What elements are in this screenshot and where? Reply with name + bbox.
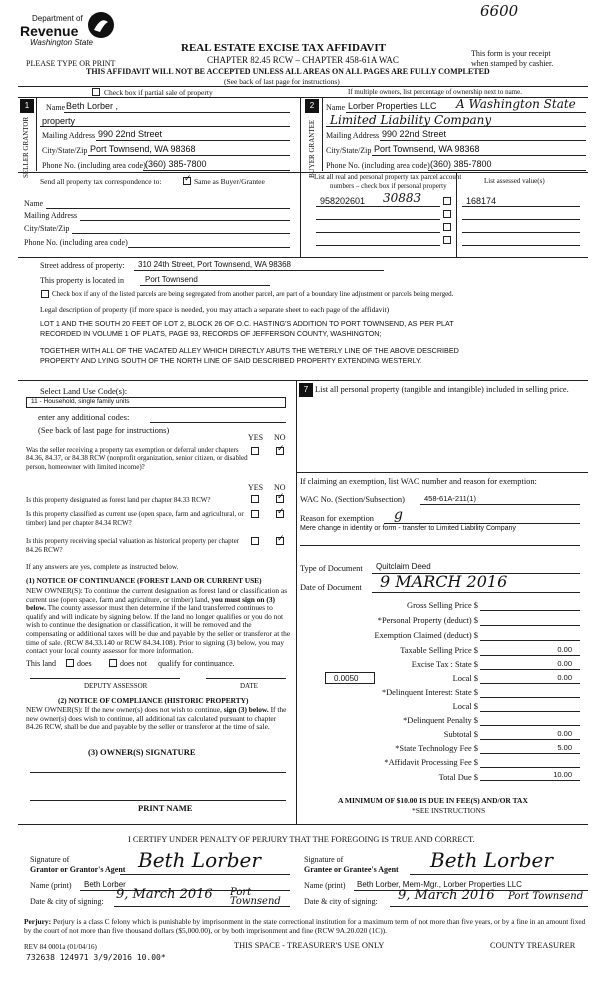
rule [316,206,440,207]
rule [384,523,580,524]
parcel-personal-checkbox-4[interactable] [443,236,451,244]
rule [143,170,290,171]
rule [40,126,290,127]
receipt-line2: when stamped by cashier. [471,59,554,68]
form-title: REAL ESTATE EXCISE TAX AFFIDAVIT [181,42,386,54]
rule [296,380,297,824]
wac-value[interactable]: 458-61A-211(1) [424,494,476,503]
historic-text [26,706,292,732]
tech-fee-value[interactable]: 5.00 [557,743,572,752]
q4-text: Is this property receiving special valuation as historical property per chapter 84.26 RCW? [26,537,240,554]
qualify-label: qualify for continuance. [158,659,235,668]
perjury-statement [24,917,588,936]
q3-yes-checkbox[interactable] [251,510,259,518]
buyer-name-handwritten: A Washington State [456,97,576,111]
q2-yes-checkbox[interactable] [251,495,259,503]
deputy-assessor-label: DEPUTY ASSESSOR [84,682,148,690]
located-label: This property is located in [40,276,124,285]
seller-mail-value[interactable]: 990 22nd Street [98,129,163,139]
rule [480,625,580,626]
corr-city-label: City/State/Zip [24,224,70,233]
buyer-phone-label: Phone No. (including area code) [326,161,430,170]
grantor-date-label: Date & city of signing: [30,897,104,906]
exemption-deduct-label: Exemption Claimed (deduct) $ [374,631,478,640]
certify-text: I CERTIFY UNDER PENALTY OF PERJURY THAT THE FOREGOING IS TRUE AND CORRECT. [128,835,475,844]
located-value[interactable]: Port Townsend [145,275,198,284]
grantor-sig-label2: Grantor or Grantor's Agent [30,865,126,874]
rule [372,155,586,156]
rule [72,233,290,234]
section-2-badge: 2 [305,99,319,113]
rule [322,97,323,171]
if-yes-note: If any answers are yes, complete as instructed below. [26,563,179,571]
local-tax-value[interactable]: 0.00 [557,673,572,682]
cont-text-bold: you must sign on (3) below. [26,594,275,613]
doc-type-value[interactable]: Quitclaim Deed [376,562,431,571]
cont-text-a: NEW OWNER(S): To continue the current designation as forest land or classification as current use (open space, farm and agriculture, or timber) land, [26,586,288,604]
landuse-value: 11 - Household, single family units [31,398,130,405]
local-rate: 0.0050 [334,674,359,683]
rule [480,669,580,670]
q2-no-checkbox[interactable] [276,495,284,503]
reason-label: Reason for exemption [300,514,374,523]
delinquent-local-label: Local $ [452,702,478,711]
rule [18,824,588,825]
partial-sale-checkbox[interactable] [92,88,100,96]
q1-text: Was the seller receiving a property tax exemption or deferral under chapters 84.36, 84.37, or 84.38 RCW (nonprofit organization, senior citizen, or disabled person, homeowner with limited income)? [26,446,248,471]
rule [114,906,290,907]
landuse-see-back: (See back of last page for instructions) [38,425,170,435]
seller-phone-value[interactable]: (360) 385-7800 [145,159,207,169]
hist-text-a: NEW OWNER(S): If the new owner(s) does not wish to continue, [26,705,222,714]
does-not-label: does not [120,659,147,668]
rule [140,285,270,286]
rule [30,678,180,679]
rule [316,232,440,233]
rule [462,219,580,220]
dept-line2: Revenue [20,23,79,39]
assessed-value[interactable]: 168174 [466,196,497,206]
rule [120,874,290,875]
local-rate-box[interactable] [325,672,375,684]
perjury-text: Perjury is a class C felony which is punishable by imprisonment in the state correctional institution for a maximum term of not more than five years, or by a fine in an amount fixed by the court of not more than five thousand dollars ($5,000.00), or by both imprisonment and fine (RCW 9A.20.020 (1C)). [24,917,586,936]
grantee-sig-label2: Grantee or Grantee's Agent [304,865,399,874]
rule [420,504,580,505]
buyer-city-value[interactable]: Port Townsend, WA 98368 [374,144,480,154]
yes-header-1: YES [248,433,264,442]
legal-line3: TOGETHER WITH ALL OF THE VACATED ALLEY WHICH DIRECTLY ABUTS THE WETERLY LINE OF THE ABOVE DESCRIBED [40,346,459,355]
same-as-buyer-label: Same as Buyer/Grantee [194,177,265,186]
q4-yes-checkbox[interactable] [251,537,259,545]
exemption-claim-label: If claiming an exemption, list WAC number and reason for exemption: [300,477,537,486]
rule [46,208,290,209]
rule [316,219,440,220]
print-name-label: PRINT NAME [138,803,193,813]
rule [428,170,586,171]
reason-text: Mere change in identity or form - transfer to Limited Liability Company [300,525,516,532]
rule [480,711,580,712]
treasurer-use: THIS SPACE - TREASURER'S USE ONLY [234,941,385,950]
rule [462,206,580,207]
parcel-number[interactable]: 958202601 [320,196,366,206]
buyer-name-label: Name [326,103,346,112]
rule [480,610,580,611]
seller-side-label: SELLER GRANTOR [22,116,30,178]
wac-label: WAC No. (Section/Subsection) [300,495,405,504]
rule [462,232,580,233]
handwritten-number: 6600 [480,2,519,20]
parcel-personal-checkbox-3[interactable] [443,223,451,231]
seller-name-label: Name [46,103,66,112]
same-as-buyer-checkbox[interactable] [183,177,191,185]
cont-text-b: The county assessor must then determine if the land transferred continues to qualify and will indicate by signing below. If the land no longer qualifies or you do not wish to continue the designation or classification, it will be removed and the compensating or additional taxes will be due and payable by the seller or transferor at the time of sale. (RCW 84.33.140 or RCW 84.34.108). Prior to signing (3) below, you may contact your local county assessor for more information. [26,603,291,656]
rule [36,97,37,171]
county-treasurer: COUNTY TREASURER [490,941,576,950]
correspondence-label: Send all property tax correspondence to: [40,177,162,186]
rule [96,140,290,141]
taxable-value[interactable]: 0.00 [557,645,572,654]
buyer-phone-value[interactable]: (360) 385-7800 [430,159,492,169]
buyer-side-label: BUYER GRANTEE [308,119,316,178]
q1-no-checkbox[interactable] [276,447,284,455]
rule [480,753,580,754]
rule [480,697,580,698]
street-value[interactable]: 310 24th Street, Port Townsend, WA 98368 [138,260,291,269]
rule [480,683,580,684]
total-label: Total Due $ [438,773,478,782]
no-header-2: NO [274,483,286,492]
this-land-label: This land [26,659,56,668]
segregated-label: Check box if any of the listed parcels are being segregated from another parcel, are part of a boundary line adjustment or parcels being merged. [52,290,454,298]
legal-label: Legal description of property (if more space is needed, you may attach a separate sheet to each page of the affidavit) [40,305,390,314]
corr-phone-label: Phone No. (including area code) [24,238,128,247]
rule [410,874,588,875]
legal-line4: PROPERTY AND LYING SOUTH OF THE NORTH LINE OF SAID DESCRIBED PROPERTY EXTENDING WESTERLY. [40,356,422,365]
does-checkbox[interactable] [66,659,74,667]
hist-text-b: If the new owner(s) does wish to continue, all additional tax calculated pursuant to chapter 84.26 RCW, shall be due and payable by the seller or transferor at the time of sale. [26,705,287,732]
seller-name-value[interactable]: Beth Lorber , [66,101,119,111]
section-7-badge: 7 [299,383,313,397]
buyer-city-label: City/State/Zip [326,146,372,155]
total-value[interactable]: 10.00 [553,770,572,779]
rule [300,97,301,257]
rule [134,270,384,271]
grantee-signature: Beth Lorber [430,848,553,872]
type-or-print: PLEASE TYPE OR PRINT [26,59,116,68]
rule [480,780,580,781]
landuse-select[interactable] [26,397,286,408]
rule [390,906,588,907]
q3-no-checkbox[interactable] [276,510,284,518]
historic-title: (2) NOTICE OF COMPLIANCE (HISTORIC PROPERTY) [58,696,249,705]
doc-date-label: Date of Document [300,583,362,592]
rule [480,725,580,726]
q2-text: Is this property designated as forest land per chapter 84.33 RCW? [26,496,211,504]
no-header-1: NO [274,433,286,442]
rule [128,247,290,248]
tax-table [300,598,588,788]
assessed-header: List assessed value(s) [484,177,545,185]
seller-mail-label: Mailing Address [42,131,96,140]
hist-text-bold: sign (3) below. [223,705,269,714]
grantee-city: Port Townsend [508,891,584,902]
rev-number: REV 84 0001a (01/04/16) [24,943,97,951]
parcel-hw-number: 30883 [383,191,422,205]
receipt-line1: This form is your receipt [471,49,551,58]
rule [480,739,580,740]
rule [88,155,290,156]
local-tax-label: Local $ [452,674,478,683]
does-label: does [77,659,92,668]
seller-city-label: City/State/Zip [42,146,88,155]
rule [372,592,580,593]
rule [456,172,457,257]
section-1-badge: 1 [20,99,34,113]
delinquent-interest-label: *Delinquent Interest: State $ [381,688,478,697]
rule [462,245,580,246]
rule [380,140,586,141]
segregated-checkbox[interactable] [41,290,49,298]
rule [150,422,286,423]
multiple-owners-note: If multiple owners, list percentage of ownership next to name. [348,88,522,96]
corr-name-label: Name [24,199,44,208]
rule [18,172,588,173]
parcel-personal-checkbox-2[interactable] [443,210,451,218]
perjury-bold: Perjury: [24,917,52,926]
buyer-name-value[interactable]: Lorber Properties LLC [348,101,437,111]
parcel-personal-checkbox-1[interactable] [443,197,451,205]
grantor-name-label: Name (print) [30,881,72,890]
q3-text: Is this property classified as current use (open space, farm and agricultural, or timber) land per chapter 84.34 RCW? [26,510,244,527]
grantor-sig-label1: Signature of [30,855,70,864]
buyer-name-line2: Limited Liability Company [330,113,492,127]
rule [316,245,440,246]
delinquent-penalty-label: *Delinquent Penalty $ [403,716,478,725]
dept-line3: Washington State [30,38,94,47]
form-chapter: CHAPTER 82.45 RCW – CHAPTER 458-61A WAC [207,55,399,65]
rule [480,655,580,656]
rule [18,380,588,381]
grantor-date: 9, March 2016 [116,887,213,902]
minimum-note: A MINIMUM OF $10.00 IS DUE IN FEE(S) AND/OR TAX [338,796,528,805]
receipt-stamp: 732638 124971 3/9/2016 10.00* [26,953,166,962]
yes-header-2: YES [248,483,264,492]
grantee-sig-label1: Signature of [304,855,344,864]
tech-fee-label: *State Technology Fee $ [395,744,478,753]
grantee-date: 9, March 2016 [398,888,495,903]
seller-city-value[interactable]: Port Townsend, WA 98368 [90,144,196,154]
rule [300,545,580,546]
grantee-name-label: Name (print) [304,881,346,890]
taxable-label: Taxable Selling Price $ [400,646,478,655]
affidavit-fee-label: *Affidavit Processing Fee $ [384,758,478,767]
legal-line1: LOT 1 AND THE SOUTH 20 FEET OF LOT 2, BLOCK 26 OF O.C. HASTING'S ADDITION TO PORT TOWNSEND, AS PER PLAT [40,319,454,328]
seller-name-line2[interactable]: property [42,116,76,126]
dor-emblem-icon [86,10,116,40]
see-instructions: *SEE INSTRUCTIONS [412,806,486,815]
owner-signature-label: (3) OWNER(S) SIGNATURE [88,747,196,757]
gross-label: Gross Selling Price $ [407,601,478,610]
rule [80,220,290,221]
rule [64,112,290,113]
rule [30,772,286,773]
grantee-name[interactable]: Beth Lorber, Mem-Mgr., Lorber Properties LLC [357,880,522,889]
buyer-mail-value[interactable]: 990 22nd Street [382,129,447,139]
personal-property-text: List all personal property (tangible and intangible) included in selling price. [315,385,569,394]
partial-sale-label: Check box if partial sale of property [104,88,213,97]
dor-logo [16,10,116,52]
parcel-header-1: List all real and personal property tax parcel account [314,173,462,181]
legal-line2: RECORDED IN VOLUME 1 OF PLATS, PAGE 93, RECORDS OF JEFFERSON COUNTY, WASHINGTON; [40,329,382,338]
landuse-additional: enter any additional codes: [38,412,130,422]
rule [296,472,588,473]
rule [18,86,588,87]
landuse-label: Select Land Use Code(s): [40,386,128,396]
doc-date-hw: 9 MARCH 2016 [380,572,508,591]
grantor-city: Port Townsend [230,887,281,907]
grantor-signature: Beth Lorber [138,848,261,872]
rule [326,126,586,127]
q1-yes-checkbox[interactable] [251,447,259,455]
continuance-title: (1) NOTICE OF CONTINUANCE (FOREST LAND OR CURRENT USE) [26,576,262,585]
doc-type-label: Type of Document [300,564,363,573]
does-not-checkbox[interactable] [109,659,117,667]
q4-no-checkbox[interactable] [276,537,284,545]
rule [480,640,580,641]
parcel-header-2: numbers – check box if personal property [330,182,447,190]
buyer-mail-label: Mailing Address [326,131,380,140]
continuance-text [26,587,292,656]
subtotal-label: Subtotal $ [443,730,478,739]
subtotal-value[interactable]: 0.00 [557,729,572,738]
dept-line1: Department of [32,14,83,23]
state-tax-value[interactable]: 0.00 [557,659,572,668]
grantor-name[interactable]: Beth Lorber [84,880,126,889]
street-label: Street address of property: [40,261,125,270]
grantee-date-label: Date & city of signing: [304,897,378,906]
state-tax-label: Excise Tax : State $ [411,660,478,669]
deputy-date-label: DATE [240,682,258,690]
rule [206,678,286,679]
seller-phone-label: Phone No. (including area code) [42,161,146,170]
see-back: (See back of last page for instructions) [224,77,340,86]
corr-mail-label: Mailing Address [24,211,78,220]
rule [30,800,286,801]
rule [18,257,588,258]
form-warning: THIS AFFIDAVIT WILL NOT BE ACCEPTED UNLESS ALL AREAS ON ALL PAGES ARE FULLY COMPLETED [86,67,490,76]
reason-hw: g [394,507,403,523]
personal-deduct-label: *Personal Property (deduct) $ [377,616,478,625]
rule [480,767,580,768]
